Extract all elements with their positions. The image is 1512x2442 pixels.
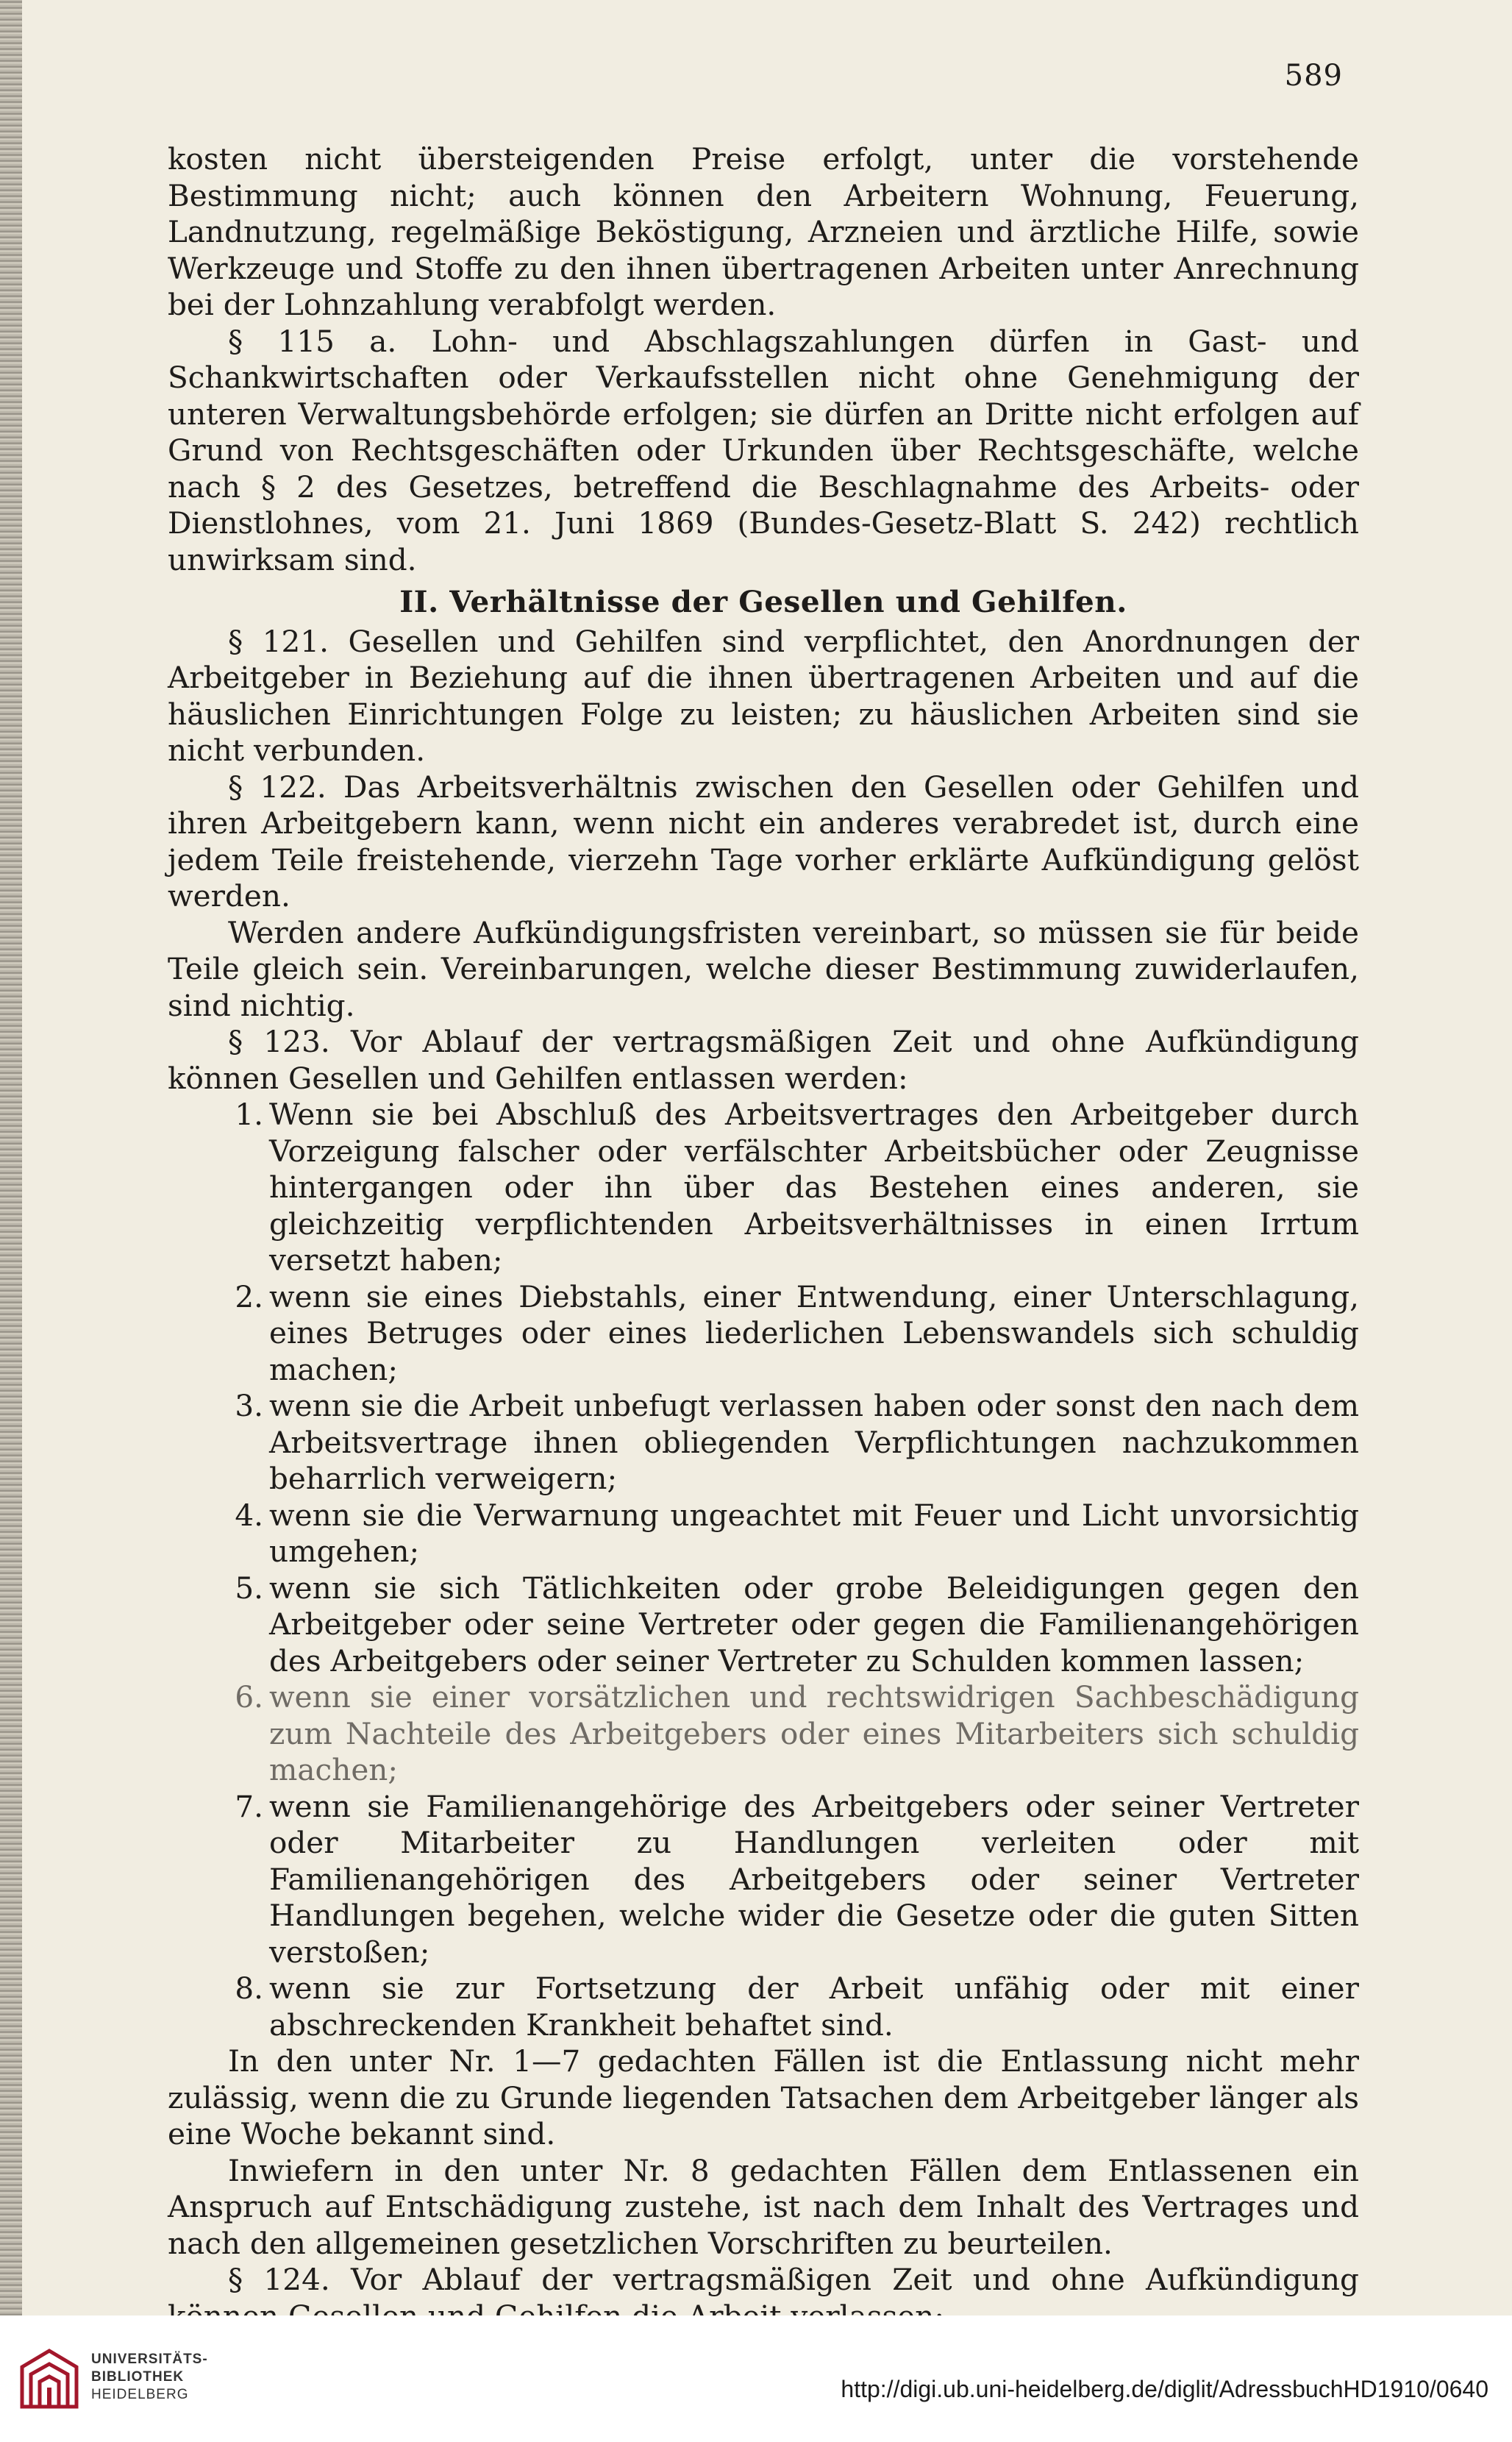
list-item: 8. wenn sie zur Fortsetzung der Arbeit unfähig oder mit einer abschreckenden Krankheit behaftet sind. bbox=[235, 1971, 1359, 2043]
section-heading: II. Verhältnisse der Gesellen und Gehilfen. bbox=[399, 584, 1127, 619]
list-item: 4. wenn sie die Verwarnung ungeachtet mit Feuer und Licht unvorsichtig umgehen; bbox=[235, 1497, 1359, 1569]
source-url-link[interactable]: http://digi.ub.uni-heidelberg.de/diglit/AdressbuchHD1910/0640 bbox=[841, 2376, 1488, 2402]
footer-bar bbox=[0, 2315, 1512, 2442]
paragraph-123-note-1: In den unter Nr. 1—7 gedachten Fällen ist die Entlassung nicht mehr zulässig, wenn die zu Grunde liegenden Tatsachen dem Arbeitgeber länger als eine Woche bekannt sind. bbox=[168, 2043, 1359, 2151]
paragraph-123: § 123. Vor Ablauf der vertragsmäßigen Zeit und ohne Aufkündigung können Gesellen und Gehilfen entlassen werden: bbox=[168, 1024, 1359, 1096]
library-name-line: HEIDELBERG bbox=[91, 2387, 189, 2402]
university-library-logo-icon bbox=[16, 2345, 82, 2413]
paragraph-122: § 122. Das Arbeitsverhältnis zwischen den Gesellen oder Gehilfen und ihren Arbeitgebern kann, wenn nicht ein anderes verabredet ist, durch eine jedem Teile freistehende, vierzehn Tage vorher erklärte Aufkündigung gelöst werden. bbox=[168, 769, 1359, 914]
library-name bbox=[91, 2351, 208, 2404]
page-body bbox=[168, 141, 1359, 2371]
paragraph-123-note-2: Inwiefern in den unter Nr. 8 gedachten Fällen dem Entlassenen ein Anspruch auf Entschädigung zustehe, ist nach dem Inhalt des Vertrages und nach den allgemeinen gesetzlichen Vorschriften zu beurteilen. bbox=[168, 2152, 1359, 2261]
library-name-line: BIBLIOTHEK bbox=[91, 2369, 185, 2385]
list-item: 1. Wenn sie bei Abschluß des Arbeitsvertrages den Arbeitgeber durch Vorzeigung falscher oder verfälschter Arbeitsbücher oder Zeugnisse hintergangen oder ihn über das Bestehen eines anderen, sie gleichzeitig verpflichtenden Arbeitsverhältnisses in einen Irrtum versetzt haben; bbox=[235, 1097, 1359, 1278]
list-item: 3. wenn sie die Arbeit unbefugt verlassen haben oder sonst den nach dem Arbeitsvertrage ihnen obliegenden Verpflichtungen nachzukommen beharrlich verweigern; bbox=[235, 1388, 1359, 1496]
list-123 bbox=[168, 1097, 1359, 2043]
library-name-line: UNIVERSITÄTS- bbox=[91, 2352, 208, 2367]
page-number: 589 bbox=[1284, 59, 1343, 93]
list-item: 6. wenn sie einer vorsätzlichen und rechtswidrigen Sachbeschädigung zum Nachteile des Arbeitgebers oder eines Mitarbeiters sich schuldig machen; bbox=[235, 1679, 1359, 1787]
list-item: 5. wenn sie sich Tätlichkeiten oder grobe Beleidigungen gegen den Arbeitgeber oder seine Vertreter oder gegen die Familienangehörigen des Arbeitgebers oder seiner Vertreter zu Schulden kommen lassen; bbox=[235, 1570, 1359, 1679]
scan-page-edge bbox=[0, 0, 22, 2315]
list-item: 7. wenn sie Familienangehörige des Arbeitgebers oder seiner Vertreter oder Mitarbeiter zu Handlungen verleiten oder mit Familienangehörigen des Arbeitgebers oder seiner Vertreter Handlungen begehen, welche wider die Gesetze oder die guten Sitten verstoßen; bbox=[235, 1788, 1359, 1970]
paragraph-121: § 121. Gesellen und Gehilfen sind verpflichtet, den Anordnungen der Arbeitgeber in Beziehung auf die ihnen übertragenen Arbeiten und auf die häuslichen Einrichtungen Folge zu leisten; zu häuslichen Arbeiten sind sie nicht verbunden. bbox=[168, 623, 1359, 768]
paragraph-continuation: kosten nicht übersteigenden Preise erfolgt, unter die vorstehende Bestimmung nicht; auch können den Arbeitern Wohnung, Feuerung, Landnutzung, regelmäßige Beköstigung, Arzneien und ärztliche Hilfe, sowie Werkzeuge und Stoffe zu den ihnen übertragenen Arbeiten unter Anrechnung bei der Lohnzahlung verabfolgt werden. bbox=[168, 141, 1359, 322]
paragraph-122-cont: Werden andere Aufkündigungsfristen vereinbart, so müssen sie für beide Teile gleich sein. Vereinbarungen, welche dieser Bestimmung zuwiderlaufen, sind nichtig. bbox=[168, 914, 1359, 1023]
list-item: 2. wenn sie eines Diebstahls, einer Entwendung, einer Unterschlagung, eines Betruges oder eines liederlichen Lebenswandels sich schuldig machen; bbox=[235, 1278, 1359, 1387]
paragraph-124: § 124. Vor Ablauf der vertragsmäßigen Zeit und ohne Aufkündigung bbox=[228, 2262, 1359, 2297]
paragraph-115a: § 115 a. Lohn- und Abschlagszahlungen dürfen in Gast- und Schankwirtschaften oder Verkaufsstellen nicht ohne Genehmigung der unteren Verwaltungsbehörde erfolgen; sie dürfen an Dritte nicht erfolgen auf Grund von Rechtsgeschäften oder Urkunden über Rechtsgeschäfte, welche nach § 2 des Gesetzes, betreffend die Beschlagnahme des Arbeits- oder Dienstlohnes, vom 21. Juni 1869 (Bundes-Gesetz-Blatt S. 242) rechtlich unwirksam sind. bbox=[168, 323, 1359, 577]
